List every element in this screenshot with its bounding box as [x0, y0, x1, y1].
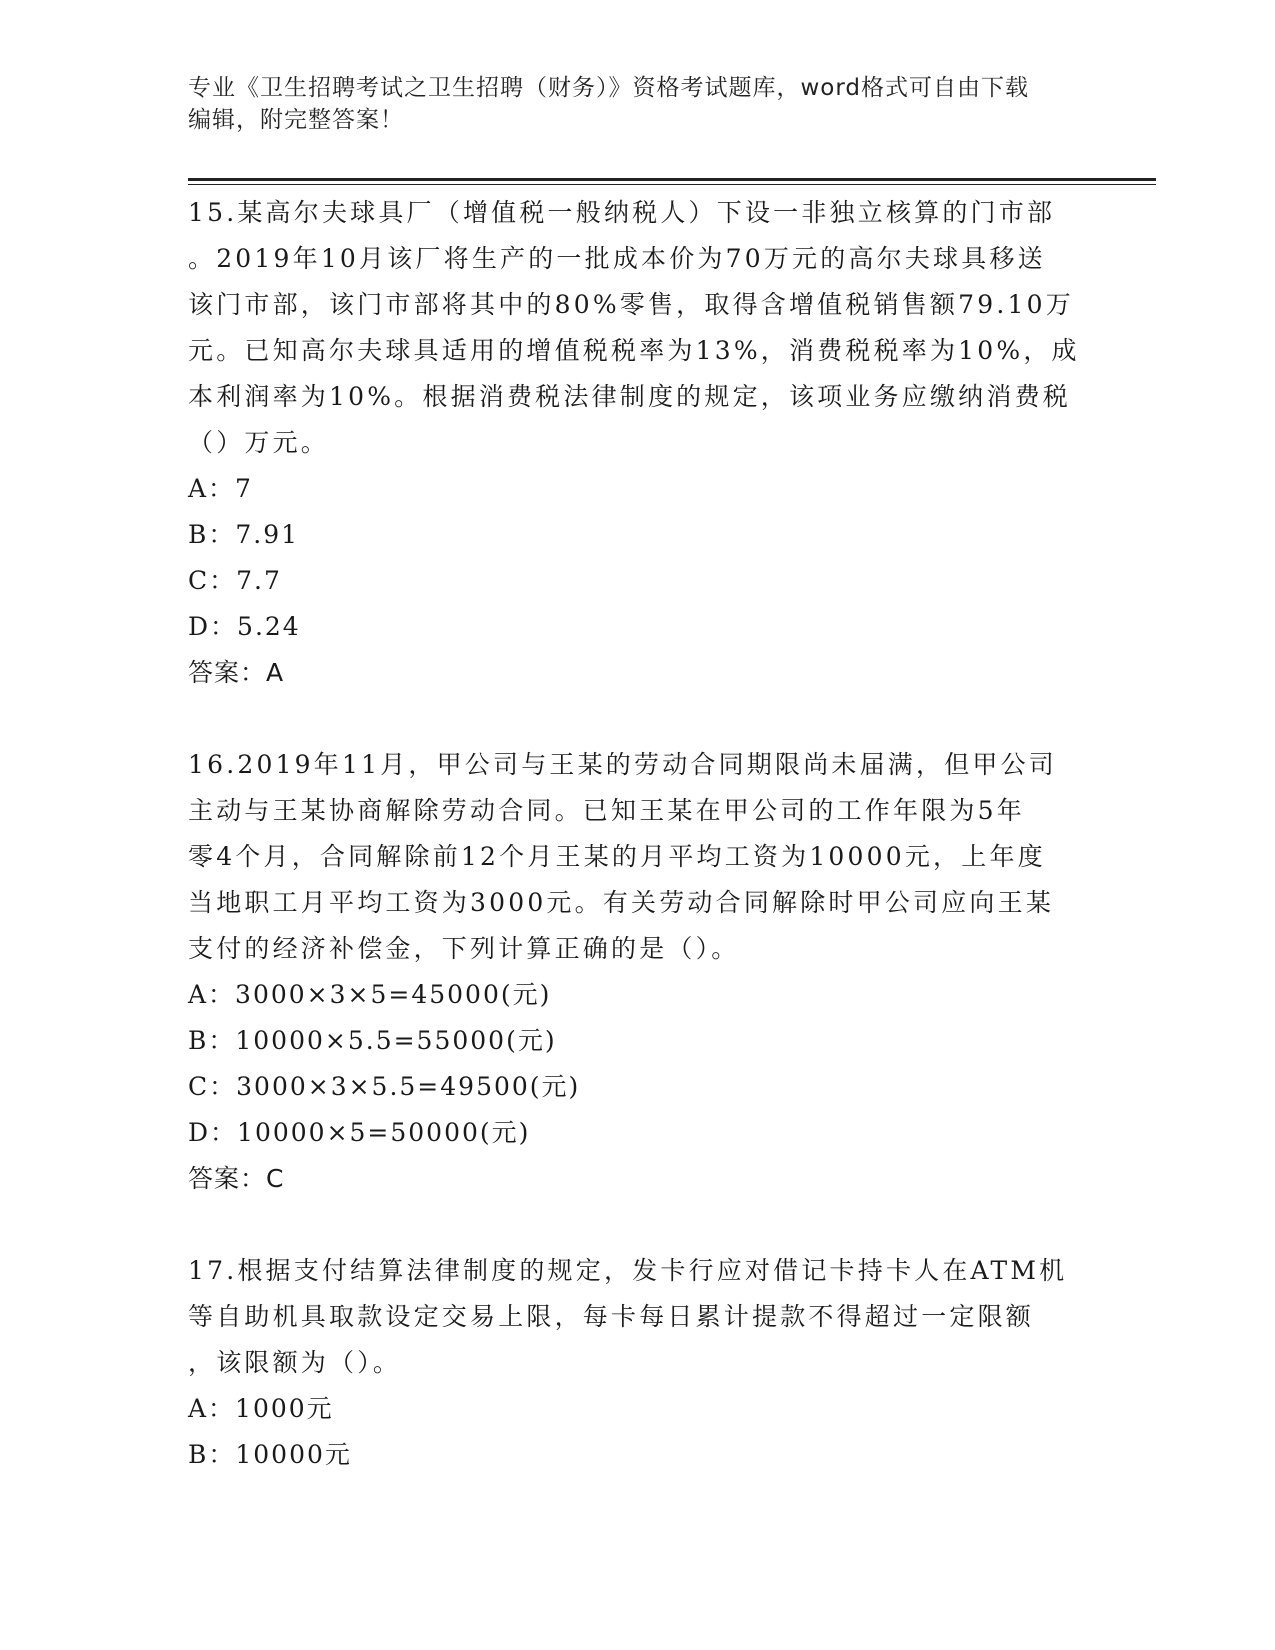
spacer [188, 1202, 1088, 1248]
document-header [188, 72, 1088, 136]
question-stem-line: 元。已知高尔夫球具适用的增值税税率为13%，消费税税率为10%，成 [188, 336, 1080, 365]
option-d: D：10000×5=50000(元) [188, 1118, 531, 1147]
question-stem-line: 等自助机具取款设定交易上限，每卡每日累计提款不得超过一定限额 [188, 1302, 1035, 1331]
question-15 [188, 190, 1088, 696]
option-b: B：10000元 [188, 1440, 352, 1469]
header-line-1: 专业《卫生招聘考试之卫生招聘（财务）》资格考试题库，word格式可自由下载 [188, 75, 1030, 101]
option-b: B：7.91 [188, 520, 300, 549]
answer-line: 答案：A [188, 658, 285, 687]
spacer [188, 696, 1088, 742]
header-line-2: 编辑，附完整答案！ [188, 107, 404, 133]
option-d: D：5.24 [188, 612, 301, 641]
question-stem-line: 。2019年10月该厂将生产的一批成本价为70万元的高尔夫球具移送 [188, 244, 1046, 273]
question-stem-line: 该门市部，该门市部将其中的80%零售，取得含增值税销售额79.10万 [188, 290, 1074, 319]
answer-line: 答案：C [188, 1164, 285, 1193]
question-stem-line: 零4个月，合同解除前12个月王某的月平均工资为10000元，上年度 [188, 842, 1046, 871]
question-16 [188, 742, 1088, 1202]
question-stem-line: ，该限额为（）。 [188, 1348, 402, 1377]
option-c: C：3000×3×5.5=49500(元) [188, 1072, 581, 1101]
header-rule-thin [188, 184, 1156, 185]
question-stem-line: 17.根据支付结算法律制度的规定，发卡行应对借记卡持卡人在ATM机 [188, 1256, 1068, 1285]
option-b: B：10000×5.5=55000(元) [188, 1026, 557, 1055]
question-stem-line: （）万元。 [188, 428, 330, 457]
option-c: C：7.7 [188, 566, 282, 595]
question-17 [188, 1248, 1088, 1478]
question-stem-line: 支付的经济补偿金，下列计算正确的是（）。 [188, 934, 740, 963]
option-a: A：7 [188, 474, 253, 503]
question-list [188, 190, 1088, 1478]
option-a: A：3000×3×5=45000(元) [188, 980, 552, 1009]
question-stem-line: 当地职工月平均工资为3000元。有关劳动合同解除时甲公司应向王某 [188, 888, 1055, 917]
question-stem-line: 本利润率为10%。根据消费税法律制度的规定，该项业务应缴纳消费税 [188, 382, 1071, 411]
option-a: A：1000元 [188, 1394, 334, 1423]
question-stem-line: 16.2019年11月，甲公司与王某的劳动合同期限尚未届满，但甲公司 [188, 750, 1057, 779]
header-rule-thick [188, 178, 1156, 181]
question-stem-line: 15.某高尔夫球具厂（增值税一般纳税人）下设一非独立核算的门市部 [188, 198, 1056, 227]
question-stem-line: 主动与王某协商解除劳动合同。已知王某在甲公司的工作年限为5年 [188, 796, 1025, 825]
